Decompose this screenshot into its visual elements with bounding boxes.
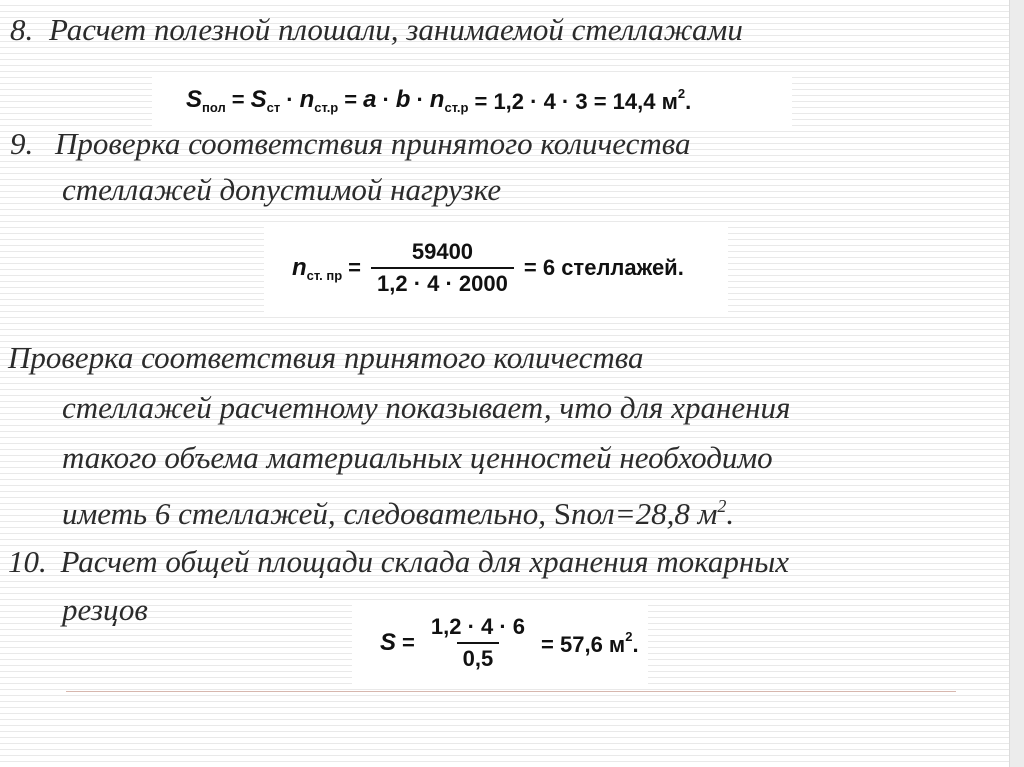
formula-total-area: S = $\frac{1,2 \cdot 4 \cdot 6}{0,5}$ = 57,6 $м^2$. — [352, 600, 648, 686]
paragraph-line-3: такого объема материальных ценностей необходимо — [62, 440, 773, 475]
item-10-heading — [8, 542, 789, 582]
fraction: $\frac{1,2 \cdot 4 \cdot 6}{0,5}$ — [425, 612, 531, 674]
fraction: $\frac{59400}{1,2 \cdot 4 \cdot 2000}$ — [371, 237, 514, 299]
right-edge-bar — [1009, 0, 1024, 767]
item-line: Проверка соответствия принятого количества — [55, 126, 691, 161]
bottom-divider — [66, 691, 956, 692]
paragraph-line-1: Проверка соответствия принятого количества — [8, 340, 644, 375]
item-number: 10. — [8, 544, 47, 579]
formula-rack-count: $n_{ст. пр}$ = $\frac{59400}{1,2 \cdot 4 \cdot 2000}$ = 6 стеллажей. — [264, 222, 728, 314]
item-8-heading — [10, 10, 743, 50]
item-9-line-2: стеллажей допустимой нагрузке — [62, 172, 502, 207]
item-title: Расчет полезной плошали, занимаемой стеллажами — [49, 12, 743, 47]
paragraph-line-2: стеллажей расчетному показывает, что для хранения — [62, 390, 791, 425]
formula-useful-area: $S_{пол}$ = $S_{ст}$ · $n_{ст.р}$ = a · b · $n_{ст.р}$ = 1,2 · 4 · 3 = 14,4 $м^2$. — [152, 72, 792, 128]
item-number: 8. — [10, 12, 34, 47]
paragraph-line-4: иметь 6 стеллажей, следовательно, Sпол=28,8 $м^2$. — [62, 496, 735, 531]
item-9-heading — [10, 124, 691, 164]
item-number: 9. — [10, 126, 34, 161]
item-line: Расчет общей площади склада для хранения токарных — [60, 544, 789, 579]
item-10-line-2: резцов — [62, 592, 148, 627]
